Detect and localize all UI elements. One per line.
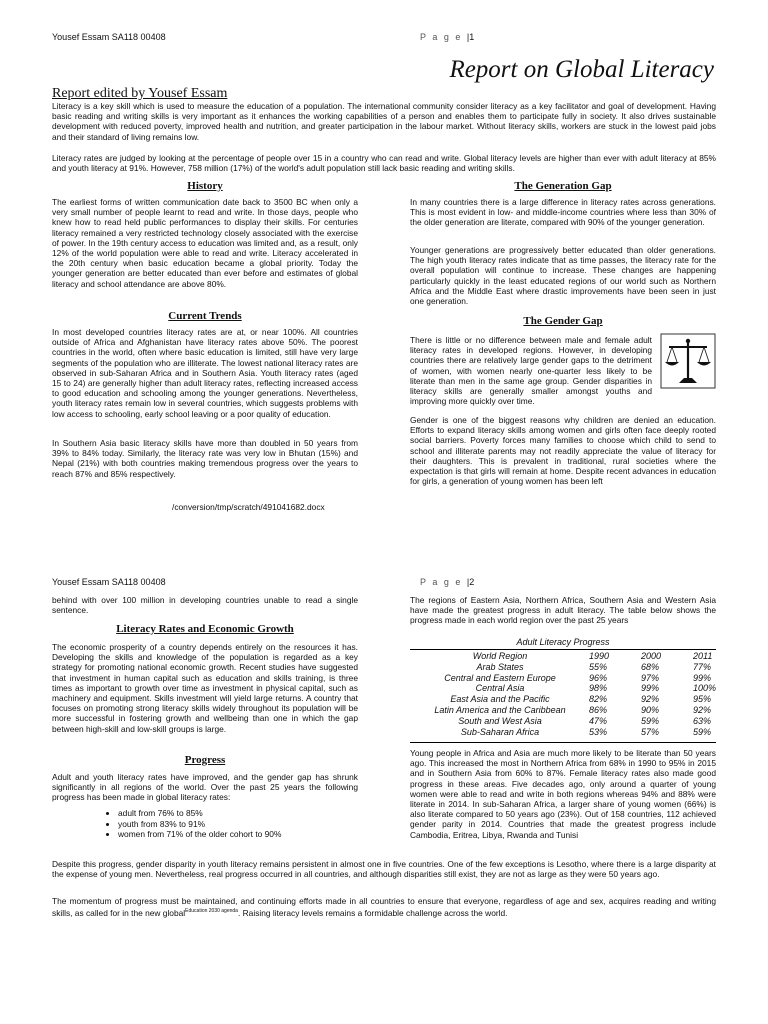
table-cell: Central Asia (475, 683, 525, 694)
page2-header-author: Yousef Essam SA118 00408 (52, 577, 166, 587)
table-cell: 53% (589, 726, 608, 737)
page-number: |1 (466, 32, 475, 42)
table-cell: 86% (589, 704, 608, 715)
progress-list-item: • youth from 83% to 91% (118, 819, 378, 830)
table-header-cell: 1990 (589, 651, 610, 661)
table-cell: 57% (641, 726, 660, 737)
table-cell: 99% (693, 672, 712, 683)
table-row (413, 694, 743, 705)
table-caption: Adult Literacy Progress (516, 637, 610, 647)
progress-heading: Progress (184, 754, 226, 766)
table-row (413, 705, 743, 716)
table-cell: 77% (693, 661, 712, 672)
continued-paragraph: behind with over 100 million in developing countries unable to read a single sentence. (52, 595, 358, 616)
table-cell: 47% (589, 715, 608, 726)
table-cell: South and West Asia (458, 715, 542, 726)
table-header-cell: 2000 (641, 651, 662, 661)
table-rule (410, 649, 716, 650)
generation-gap-paragraph-2: Younger generations are progressively better educated than older generations. The high youth literacy rates indicate that as time passes, the literacy rate for the overall population will continue to increase. These changes are happening particularly quickly in the least educated regions of our world such as Northern Africa and the Middle East where drastic improvements have been seen in just one generation. (410, 245, 716, 307)
intro-paragraph-1: Literacy is a key skill which is used to measure the education of a population. The international community consider literacy as a key facilitator and goal of development. Having basic reading and writing skills is very important as it enhances the working capabilities of a person and enables them to participate fully in society. It also drives sustainable development with reduced poverty, improved health and nutrition, and greater participation in the labour market. Without literacy skills, workers are stuck in the lowest paid jobs and their standard of living remains low. (52, 101, 716, 142)
table-header-cell: World Region (472, 651, 528, 661)
report-title: Report on Global Literacy (449, 56, 714, 83)
momentum-text-end: . Raising literacy levels remains a formidable challenge across the world. (237, 908, 508, 918)
page2-header-page (420, 577, 474, 587)
table-header-cell: 2011 (693, 651, 713, 661)
history-paragraph: The earliest forms of written communication date back to 3500 BC when only a very small number of people learnt to read and write. In those days, people who knew how to read held public performances to display their skills. For centuries literacy remained a very restricted technology closely associated with the exercise of power. In the 19th century access to education was limited and, as a result, only 12% of the world population were able to read and write. Literacy accelerated in the 20th century when basic education became a global priority. Today the younger generation are better educated than ever before and estimates of global literacy and school attendance are above 80%. (52, 197, 358, 289)
page-label: P a g e (420, 577, 463, 587)
progress-paragraph: Adult and youth literacy rates have improved, and the gender gap has shrunk significantly in all regions of the world. Over the past 25 years the following progress has been made in global literacy rates: (52, 772, 358, 803)
table-row (413, 727, 743, 738)
table-cell: Central and Eastern Europe (444, 672, 556, 683)
table-cell: 92% (641, 694, 660, 705)
table-row (413, 673, 743, 684)
current-trends-paragraph-1: In most developed countries literacy rates are at, or near 100%. All countries outside of Africa and Afghanistan have literacy rates above 50%. The poorest countries in the world, often where basic education is limited, still have very large segments of the population who are illiterate. The lowest national literacy rates are observed in sub-Saharan Africa and in Southern Asia. Youth literacy rates (aged 15 to 24) are generally higher than adult literacy rates, reflecting increased access to good education and schooling among the younger generations. Nevertheless, youth literacy rates remain low in several countries, which suggests problems with low access to schooling, early school leaving or a poor quality of education. (52, 327, 358, 419)
table-row (413, 716, 743, 727)
page1-header-page (420, 32, 474, 42)
generation-gap-heading: The Generation Gap (514, 180, 612, 192)
table-cell: 97% (641, 672, 660, 683)
table-cell: Arab States (476, 661, 524, 672)
footnote-superscript: Education 2030 agenda (185, 908, 238, 915)
economic-growth-paragraph: The economic prosperity of a country depends entirely on the resources it has. Developing the skills and knowledge of the population is regarded as a key strategy for promoting national economic growth. Recent studies have suggested that investment in human capital such as education and skills training, is three times as important to growth over time as investment in physical capital, such as machinery and equipment. Skills investment will yield large returns. A country that focuses on promoting strong literacy skills widely throughout its population will be more successful in fostering growth and wellbeing than one in which the gap between high-skill and low-skill groups is large. (52, 642, 358, 734)
table-rule (410, 742, 716, 743)
table-cell: East Asia and the Pacific (450, 694, 550, 705)
balance-scales-icon (660, 333, 716, 389)
despite-paragraph: Despite this progress, gender disparity in youth literacy remains persistent in almost one in five countries. One of the few exceptions is Lesotho, where there is a large disparity at the expense of young men. Nevertheless, real progress occurred in all countries, and although disparities still exist, they are not as large as they were 50 years ago. (52, 859, 716, 880)
table-cell: Sub-Saharan Africa (460, 726, 540, 737)
progress-list (100, 808, 378, 840)
current-trends-heading: Current Trends (168, 310, 242, 322)
table-cell: 98% (589, 683, 608, 694)
table-cell: 68% (641, 661, 660, 672)
momentum-text-start: The momentum of progress must be maintained, and continuing efforts made in all countries to ensure that everyone, regardless of age and sex, acquires reading and writing skills, as called for in the new global (52, 896, 716, 918)
gender-gap-paragraph-1: There is little or no difference between male and female adult literacy rates in developed regions. However, in developing countries there are relatively large gender gaps to the detriment of women, with women nearly one-quarter less likely to be literate than men in the same age group. Gender disparities in literacy skills are generally smaller amongst youths and improving more quickly over time. (410, 335, 652, 407)
table-row (413, 662, 743, 673)
page-label: P a g e (420, 32, 463, 42)
table-header-row (413, 651, 743, 662)
economic-growth-heading: Literacy Rates and Economic Growth (116, 623, 294, 635)
table-cell: 95% (693, 694, 712, 705)
regions-paragraph: The regions of Eastern Asia, Northern Africa, Southern Asia and Western Asia have made the greatest progress in adult literacy. The table below shows the progress made in each world region over the past 25 years (410, 595, 716, 626)
table-cell: 100% (693, 683, 717, 694)
intro-paragraph-2: Literacy rates are judged by looking at the percentage of people over 15 in a country who can read and write. Global literacy levels are higher than ever with adult literacy at 85% and youth literacy at 91%. However, 758 million (17%) of the world's adult population still lack basic reading and writing skills. (52, 153, 716, 174)
page1-header-author: Yousef Essam SA118 00408 (52, 32, 166, 42)
table-cell: Latin America and the Caribbean (434, 704, 566, 715)
table-cell: 96% (589, 672, 608, 683)
history-heading: History (187, 180, 223, 192)
table-cell: 55% (589, 661, 608, 672)
table-cell: 90% (641, 704, 660, 715)
gender-gap-heading: The Gender Gap (523, 315, 603, 327)
table-cell: 59% (693, 726, 712, 737)
progress-list-item: • women from 71% of the older cohort to 90% (118, 829, 378, 840)
momentum-paragraph (52, 896, 716, 918)
table-cell: 59% (641, 715, 660, 726)
table-cell: 63% (693, 715, 712, 726)
page-number: |2 (466, 577, 475, 587)
footer-file-path: /conversion/tmp/scratch/491041682.docx (172, 502, 325, 512)
current-trends-paragraph-2: In Southern Asia basic literacy skills have more than doubled in 50 years from 39% to 84% today. Similarly, the literacy rate was very low in Bhutan (15%) and Nepal (21%) with both countries making tremendous progress over the years to reach 87% and 85% respectively. (52, 438, 358, 479)
table-row (413, 683, 743, 694)
progress-list-item: • adult from 76% to 85% (118, 808, 378, 819)
table-cell: 82% (589, 694, 608, 705)
edited-by-line: Report edited by Yousef Essam (52, 86, 228, 101)
literacy-progress-table (413, 651, 743, 737)
table-cell: 99% (641, 683, 660, 694)
young-people-paragraph: Young people in Africa and Asia are much more likely to be literate than 50 years ago. This increased the most in Northern Africa from 68% in 1990 to 95% in 2015 and in Southern Asia from 60% to 87%. Female literacy rates also made good progress in these areas. Five decades ago, only around a quarter of young women were able to read and write in both regions whereas 94% and 88% were literate in 2014. In sub-Saharan Africa, a larger share of young women (66%) is also literate compared to 50 years ago (23%). Out of 158 countries, 112 achieved gender parity in 2014. Countries that made the greatest progress include Cambodia, Eritrea, Libya, Rwanda and Tunisi (410, 748, 716, 840)
gender-gap-paragraph-2: Gender is one of the biggest reasons why children are denied an education. Efforts to expand literacy skills among women and girls often face deeply rooted social barriers. Poverty forces many families to choose which child to send to school and illiterate parents may not readily appreciate the value of literacy for their daughters. This is prevalent in traditional, rural societies where the expectation is that girls will remain at home. Despite recent advances in education for girls, a generation of young women has been left (410, 415, 716, 487)
generation-gap-paragraph-1: In many countries there is a large difference in literacy rates across generations. This is most evident in low- and middle-income countries where less than 30% of the older generation are literate, compared with 90% of the younger generation. (410, 197, 716, 228)
table-cell: 92% (693, 704, 712, 715)
